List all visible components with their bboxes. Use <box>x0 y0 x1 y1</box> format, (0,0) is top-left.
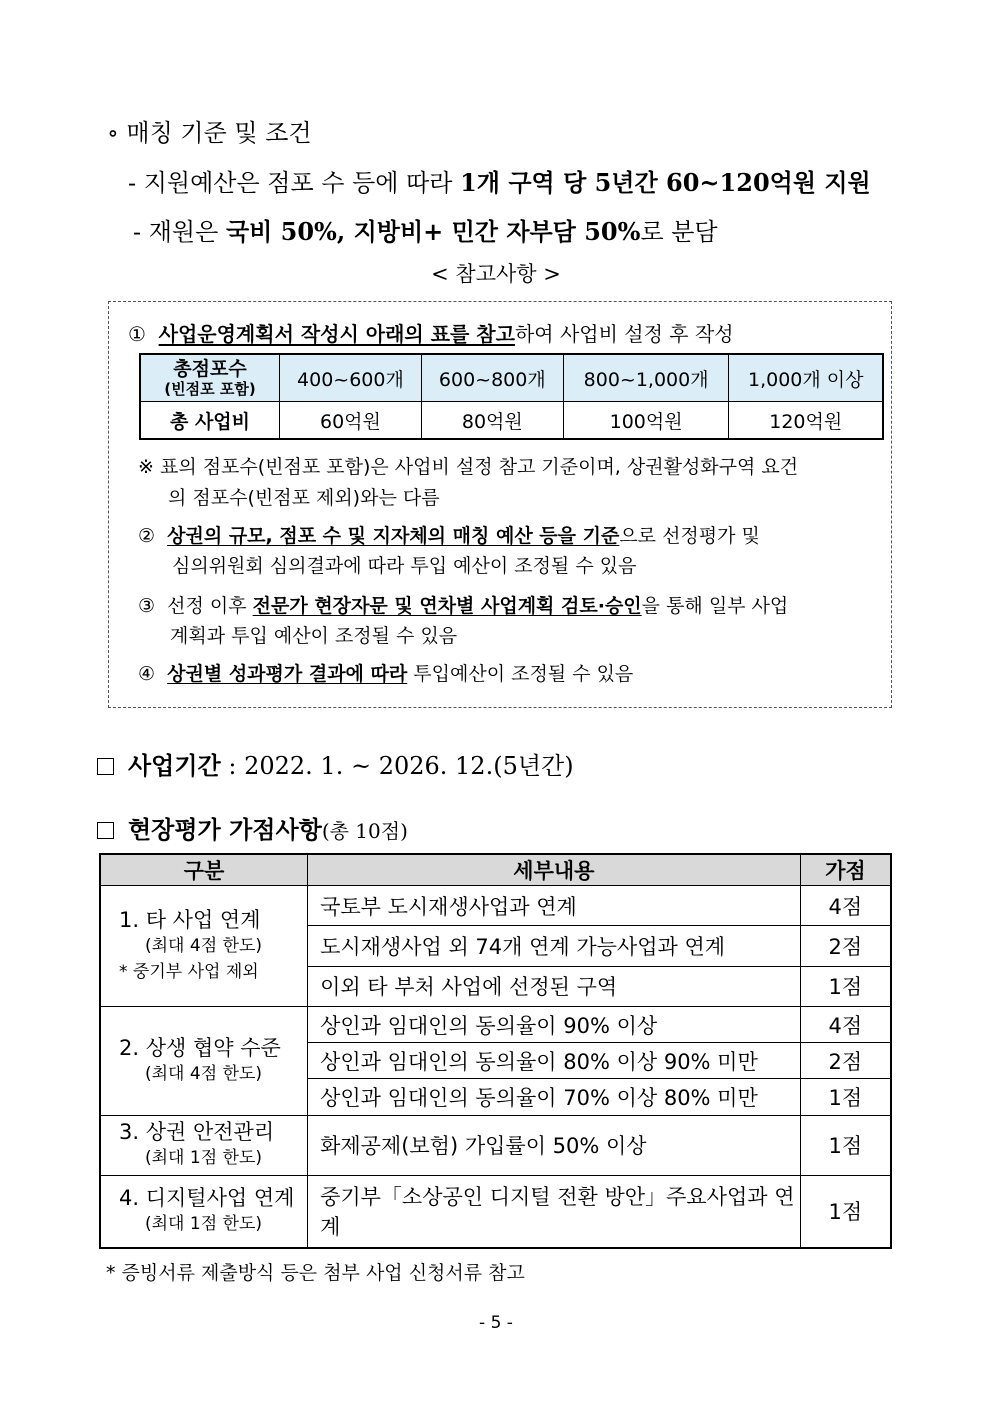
checkbox-square-icon <box>97 758 114 775</box>
header-sub-label: (빈점포 포함) <box>164 379 256 398</box>
funding-line-bold: 국비 50%, 지방비+ 민간 자부담 50% <box>225 217 641 246</box>
reference-item-3-pre: 선정 이후 <box>167 595 253 617</box>
table-cell: 400~600개 <box>280 354 422 402</box>
points-cell: 4점 <box>800 1006 891 1042</box>
reference-item-4 <box>138 659 633 690</box>
table-cell: 100억원 <box>563 402 729 440</box>
section-title-matching <box>107 113 312 148</box>
category-cell <box>100 886 308 1007</box>
reference-item-2-line-2: 심의위원회 심의결과에 따라 투입 예산이 조정될 수 있음 <box>172 555 637 577</box>
category-title: 1. 타 사업 연계 <box>119 908 261 933</box>
reference-item-4-bold: 상권별 성과평가 결과에 따라 <box>167 663 408 685</box>
table-cell: 80억원 <box>421 402 563 440</box>
points-cell: 1점 <box>800 1115 891 1175</box>
category-cell <box>100 1175 308 1248</box>
points-cell: 1점 <box>800 966 891 1006</box>
period-value: : 2022. 1. ~ 2026. 12.(5년간) <box>220 752 574 780</box>
table-cell: 1,000개 이상 <box>729 354 883 402</box>
bonus-label: 현장평가 가점사항 <box>128 815 322 844</box>
header-label: 총점포수 <box>173 357 247 380</box>
detail-cell: 중기부「소상공인 디지털 전환 방안」주요사업과 연계 <box>308 1175 801 1248</box>
budget-line <box>128 163 871 198</box>
reference-item-3 <box>138 591 788 622</box>
detail-cell: 이외 타 부처 사업에 선정된 구역 <box>308 966 801 1006</box>
table-row <box>100 1006 891 1042</box>
dash-marker: - <box>128 169 144 197</box>
reference-item-3-rest: 을 통해 일부 사업 <box>641 595 789 617</box>
detail-cell: 화제공제(보험) 가입률이 50% 이상 <box>308 1115 801 1175</box>
dash-marker: - <box>133 218 149 246</box>
points-cell: 1점 <box>800 1079 891 1115</box>
item-number: ③ <box>138 595 156 617</box>
reference-item-3-line-2: 계획과 투입 예산이 조정될 수 있음 <box>170 625 458 647</box>
table-cell: 800~1,000개 <box>563 354 729 402</box>
reference-item-1 <box>128 318 734 347</box>
bullet-marker: ∘ <box>107 119 127 147</box>
budget-reference-table <box>139 353 884 440</box>
funding-line-suffix: 로 분담 <box>640 218 718 246</box>
reference-note-line-2: 의 점포수(빈점포 제외)와는 다름 <box>168 487 440 509</box>
category-title: 4. 디지털사업 연계 <box>119 1186 295 1211</box>
category-limit: (최대 4점 한도) <box>145 936 262 957</box>
points-cell: 4점 <box>800 886 891 926</box>
category-cell <box>100 1115 308 1175</box>
funding-line-text: 재원은 <box>148 218 226 246</box>
reference-item-2 <box>138 521 760 552</box>
category-title: 2. 상생 협약 수준 <box>119 1035 281 1060</box>
points-cell: 2점 <box>800 926 891 966</box>
item-number: ① <box>128 322 146 346</box>
reference-note-line-1: ※ 표의 점포수(빈점포 포함)은 사업비 설정 참고 기준이며, 상권활성화구역 요건 <box>138 456 799 478</box>
item-number: ④ <box>138 663 156 685</box>
column-header: 세부내용 <box>308 854 801 886</box>
funding-line <box>133 212 718 247</box>
footnote: * 증빙서류 제출방식 등은 첨부 사업 신청서류 참고 <box>106 1262 525 1284</box>
header-store-count <box>140 354 280 402</box>
detail-cell: 상인과 임대인의 동의율이 90% 이상 <box>308 1006 801 1042</box>
points-cell: 1점 <box>800 1175 891 1248</box>
table-row <box>100 886 891 926</box>
reference-title: < 참고사항 > <box>431 262 561 286</box>
table-cell: 600~800개 <box>421 354 563 402</box>
table-row <box>100 1175 891 1248</box>
column-header: 구분 <box>100 854 308 886</box>
points-cell: 2점 <box>800 1043 891 1079</box>
column-header: 가점 <box>800 854 891 886</box>
budget-line-text: 지원예산은 점포 수 등에 따라 <box>143 169 461 197</box>
section-bonus-points <box>97 810 408 845</box>
category-exclusion: * 중기부 사업 제외 <box>119 962 259 983</box>
row-label-total-budget: 총 사업비 <box>140 402 280 440</box>
table-row <box>100 1115 891 1175</box>
reference-item-2-bold: 상권의 규모, 점포 수 및 지자체의 매칭 예산 등을 기준 <box>167 525 620 547</box>
section-project-period <box>97 746 574 781</box>
matching-title-text: 매칭 기준 및 조건 <box>126 119 312 147</box>
bonus-total: (총 10점) <box>321 819 408 843</box>
reference-item-1-bold: 사업운영계획서 작성시 아래의 표를 참고 <box>158 322 515 346</box>
table-cell: 60억원 <box>280 402 422 440</box>
checkbox-square-icon <box>97 822 114 839</box>
reference-item-3-bold: 전문가 현장자문 및 연차별 사업계획 검토·승인 <box>252 595 642 617</box>
budget-line-bold: 1개 구역 당 5년간 60~120억원 지원 <box>460 168 871 197</box>
reference-item-2-rest: 으로 선정평가 및 <box>619 525 760 547</box>
detail-cell: 국토부 도시재생사업과 연계 <box>308 886 801 926</box>
table-row <box>140 402 883 440</box>
table-cell: 120억원 <box>729 402 883 440</box>
detail-cell: 상인과 임대인의 동의율이 70% 이상 80% 미만 <box>308 1079 801 1115</box>
reference-item-1-rest: 하여 사업비 설정 후 작성 <box>514 322 734 346</box>
detail-cell: 상인과 임대인의 동의율이 80% 이상 90% 미만 <box>308 1043 801 1079</box>
reference-item-4-rest: 투입예산이 조정될 수 있음 <box>407 663 634 685</box>
category-title: 3. 상권 안전관리 <box>119 1120 275 1145</box>
bonus-points-table <box>99 853 892 1249</box>
detail-cell: 도시재생사업 외 74개 연계 가능사업과 연계 <box>308 926 801 966</box>
category-limit: (최대 1점 한도) <box>145 1214 262 1235</box>
page-number: - 5 - <box>479 1313 513 1333</box>
category-limit: (최대 4점 한도) <box>145 1063 262 1084</box>
period-label: 사업기간 <box>128 751 221 780</box>
item-number: ② <box>138 525 156 547</box>
table-row <box>140 354 883 402</box>
category-limit: (최대 1점 한도) <box>145 1148 262 1169</box>
table-header-row <box>100 854 891 886</box>
category-cell <box>100 1006 308 1115</box>
